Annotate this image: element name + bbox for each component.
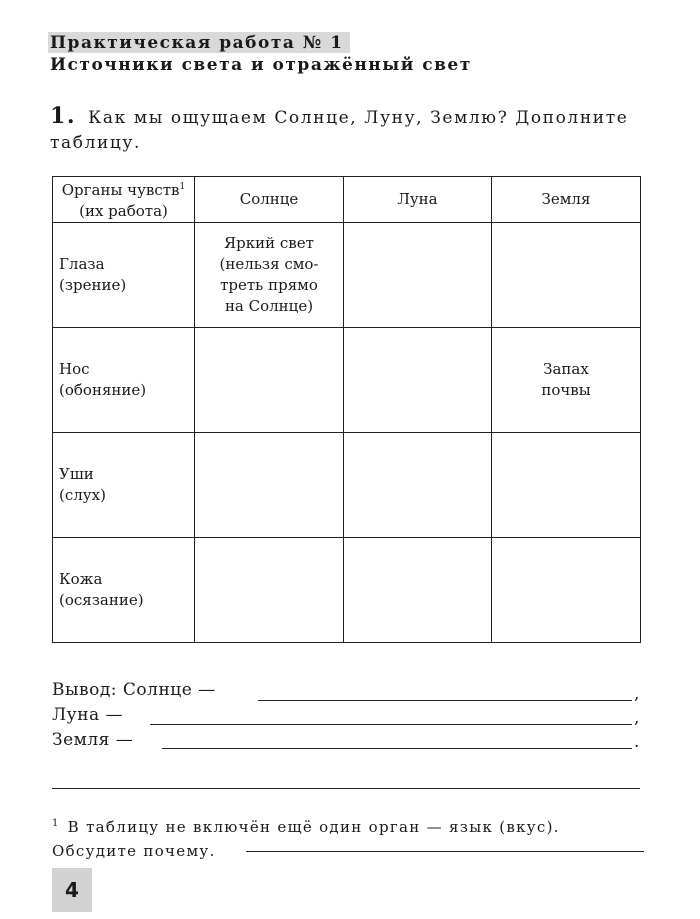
organ-function: (обоняние) bbox=[59, 381, 147, 399]
cell-ears-moon[interactable] bbox=[344, 433, 492, 538]
conclusion-earth-end: . bbox=[634, 732, 640, 752]
task-statement bbox=[50, 104, 650, 156]
organ-name: Кожа bbox=[59, 570, 103, 588]
footnote bbox=[52, 812, 644, 863]
organ-function: (слух) bbox=[59, 486, 106, 504]
organ-name: Нос bbox=[59, 360, 90, 378]
organ-name: Уши bbox=[59, 465, 94, 483]
conclusion-moon-label: Луна — bbox=[52, 705, 124, 725]
cell-ears-sun[interactable] bbox=[195, 433, 344, 538]
conclusion-sun-label: Вывод: Солнце — bbox=[52, 680, 216, 700]
table-header-row bbox=[53, 177, 641, 223]
answer-line-sun[interactable] bbox=[258, 700, 632, 701]
cell-skin-sun[interactable] bbox=[195, 538, 344, 643]
cell-eyes-sun[interactable] bbox=[195, 223, 344, 328]
row-head-skin bbox=[53, 538, 195, 643]
organ-function: (осязание) bbox=[59, 591, 144, 609]
cell-eyes-earth[interactable] bbox=[492, 223, 641, 328]
row-head-nose bbox=[53, 328, 195, 433]
conclusion-sun bbox=[52, 680, 216, 700]
cell-skin-earth[interactable] bbox=[492, 538, 641, 643]
table-row bbox=[53, 538, 641, 643]
row-head-ears bbox=[53, 433, 195, 538]
footnote-answer-line[interactable] bbox=[246, 851, 644, 852]
cell-nose-earth[interactable] bbox=[492, 328, 641, 433]
answer-line-earth[interactable] bbox=[162, 748, 632, 749]
cell-text: Яркий свет (нельзя смо-треть прямо на Солнце) bbox=[219, 234, 319, 315]
task-number: 1. bbox=[50, 103, 77, 129]
header-moon: Луна bbox=[344, 177, 492, 223]
task-text: Как мы ощущаем Солнце, Луну, Землю? Дополните таблицу. bbox=[50, 108, 629, 153]
footnote-number: 1 bbox=[52, 818, 60, 829]
cell-nose-moon[interactable] bbox=[344, 328, 492, 433]
cell-text: Запах почвы bbox=[541, 360, 591, 399]
header-organs-sub: (их работа) bbox=[79, 202, 168, 220]
header-organs-label: Органы чувств bbox=[61, 181, 180, 199]
cell-nose-sun[interactable] bbox=[195, 328, 344, 433]
cell-eyes-moon[interactable] bbox=[344, 223, 492, 328]
page-title: Практическая работа № 1 bbox=[48, 32, 350, 53]
table-row bbox=[53, 433, 641, 538]
senses-table bbox=[52, 176, 641, 643]
conclusion-moon bbox=[52, 705, 123, 725]
table-row bbox=[53, 328, 641, 433]
answer-line-extra[interactable] bbox=[52, 788, 640, 789]
organ-function: (зрение) bbox=[59, 276, 127, 294]
conclusion-moon-end: , bbox=[634, 708, 640, 728]
page-number: 4 bbox=[52, 868, 92, 912]
cell-skin-moon[interactable] bbox=[344, 538, 492, 643]
footnote-mark: 1 bbox=[179, 182, 186, 192]
conclusion-earth-label: Земля — bbox=[52, 730, 134, 750]
conclusion-sun-end: , bbox=[634, 684, 640, 704]
page-subtitle: Источники света и отражённый свет bbox=[50, 55, 472, 75]
header-sun: Солнце bbox=[195, 177, 344, 223]
organ-name: Глаза bbox=[59, 255, 105, 273]
conclusion-earth bbox=[52, 730, 133, 750]
footnote-text: В таблицу не включён ещё один орган — язык (вкус). Обсудите почему. bbox=[52, 818, 560, 860]
answer-line-moon[interactable] bbox=[150, 724, 632, 725]
cell-ears-earth[interactable] bbox=[492, 433, 641, 538]
table-row bbox=[53, 223, 641, 328]
header-earth: Земля bbox=[492, 177, 641, 223]
header-organs bbox=[53, 177, 195, 223]
title-block bbox=[50, 32, 472, 75]
row-head-eyes bbox=[53, 223, 195, 328]
